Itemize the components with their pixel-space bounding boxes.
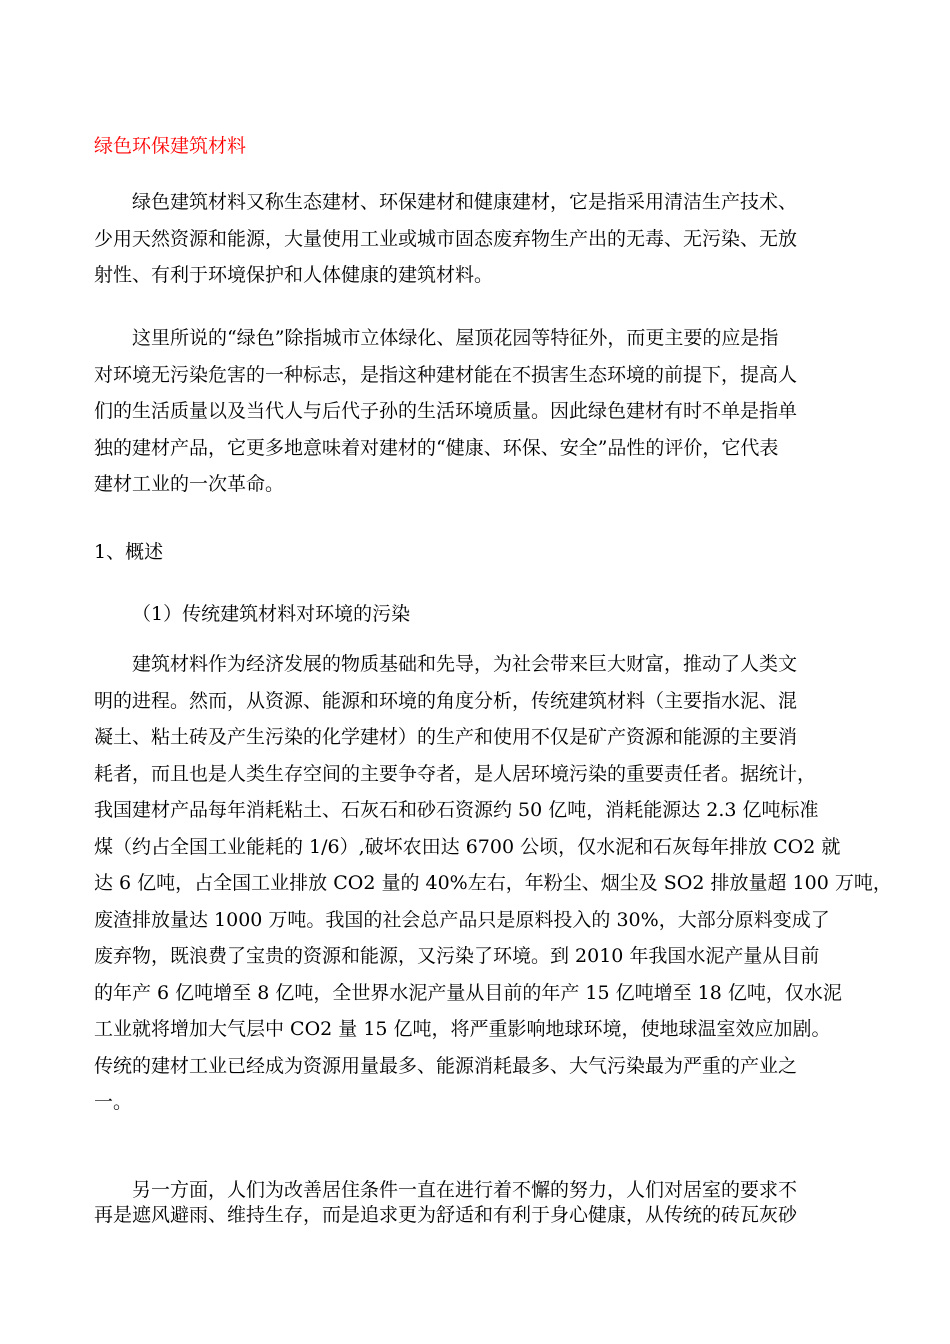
subsection-heading: （1）传统建筑材料对环境的污染 [132, 603, 411, 625]
text-line: 们的生活质量以及当代人与后代子孙的生活环境质量。因此绿色建材有时不单是指单 [94, 400, 798, 422]
body-paragraph-2 [94, 1178, 797, 1228]
text-line: 煤（约占全国工业能耗的 1/6）,破坏农田达 6700 公顷，仅水泥和石灰每年排放 CO2 就 [94, 835, 841, 858]
text-line: 一。 [94, 1091, 133, 1113]
text-line: 废弃物，既浪费了宝贵的资源和能源，又污染了环境。到 2010 年我国水泥产量从目前 [94, 945, 820, 967]
intro-paragraph-2 [94, 320, 797, 503]
text-line: 建材工业的一次革命。 [94, 473, 285, 495]
text-line: 独的建材产品，它更多地意味着对建材的“健康、环保、安全”品性的评价，它代表 [94, 436, 779, 459]
text-line: 工业就将增加大气层中 CO2 量 15 亿吨，将严重影响地球环境，使地球温室效应加剧。 [94, 1018, 831, 1040]
text-line: 废渣排放量达 1000 万吨。我国的社会总产品只是原料投入的 30%，大部分原料变成了 [94, 908, 830, 931]
text-line: 建筑材料作为经济发展的物质基础和先导，为社会带来巨大财富，推动了人类文 [94, 653, 798, 675]
text-line: 明的进程。然而，从资源、能源和环境的角度分析，传统建筑材料（主要指水泥、混 [94, 689, 798, 712]
text-line: 的年产 6 亿吨增至 8 亿吨，全世界水泥产量从目前的年产 15 亿吨增至 18 亿吨，仅水泥 [94, 981, 842, 1004]
text-line: 达 6 亿吨，占全国工业排放 CO2 量的 40%左右，年粉尘、烟尘及 SO2 排放量超 100 万吨， [94, 872, 892, 894]
text-line: 对环境无污染危害的一种标志，是指这种建材能在不损害生态环境的前提下，提高人 [94, 363, 798, 386]
text-line: 凝土、粘土砖及产生污染的化学建材）的生产和使用不仅是矿产资源和能源的主要消 [94, 726, 798, 748]
text-line: 射性、有利于环境保护和人体健康的建筑材料。 [94, 264, 494, 286]
text-line: 传统的建材工业已经成为资源用量最多、能源消耗最多、大气污染最为严重的产业之 [94, 1054, 798, 1077]
section-heading: 1、概述 [94, 541, 164, 563]
text-line: 少用天然资源和能源，大量使用工业或城市固态废弃物生产出的无毒、无污染、无放 [94, 227, 798, 250]
document-title: 绿色环保建筑材料 [94, 135, 247, 157]
text-line: 我国建材产品每年消耗粘土、石灰石和砂石资源约 50 亿吨，消耗能源达 2.3 亿吨标准 [94, 799, 819, 821]
intro-paragraph-1 [94, 184, 797, 294]
text-line: 这里所说的“绿色”除指城市立体绿化、屋顶花园等特征外，而更主要的应是指 [94, 327, 779, 349]
body-paragraph-1 [94, 646, 892, 1121]
text-line: 另一方面，人们为改善居住条件一直在进行着不懈的努力，人们对居室的要求不 [94, 1179, 798, 1201]
text-line: 耗者，而且也是人类生存空间的主要争夺者，是人居环境污染的重要责任者。据统计， [94, 762, 817, 785]
text-line: 再是遮风避雨、维持生存，而是追求更为舒适和有利于身心健康，从传统的砖瓦灰砂 [94, 1204, 798, 1226]
text-line: 绿色建筑材料又称生态建材、环保建材和健康建材，它是指采用清洁生产技术、 [94, 191, 798, 213]
